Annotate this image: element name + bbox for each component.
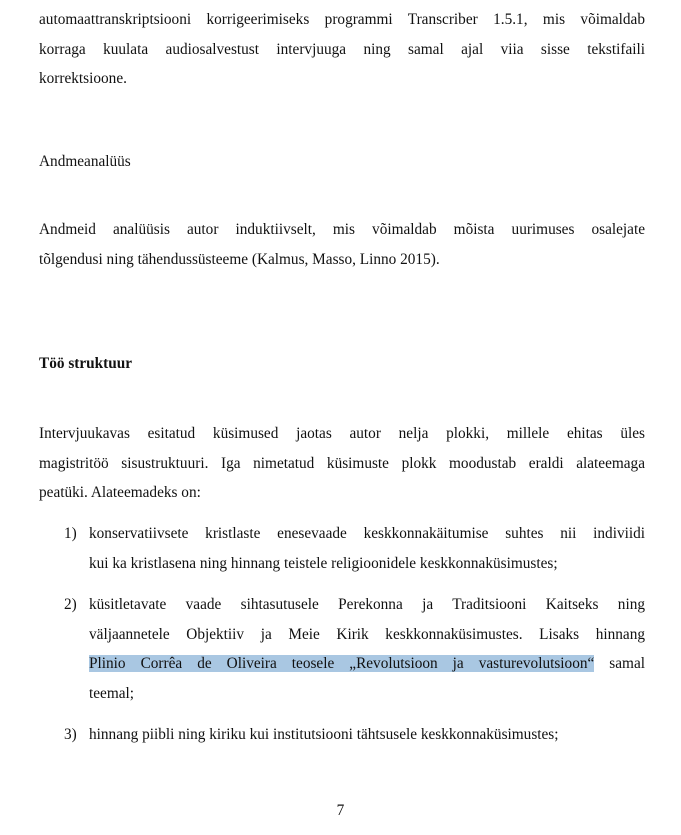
- list-number: 3): [64, 726, 77, 743]
- paragraph-line: automaattranskriptsiooni korrigeerimiseks programmi Transcriber 1.5.1, mis võimaldab: [39, 11, 645, 28]
- paragraph-line: Intervjuukavas esitatud küsimused jaotas autor nelja plokki, millele ehitas üles: [39, 425, 645, 442]
- list-line: hinnang piibli ning kiriku kui institutsiooni tähtsusele keskkonnaküsimustes;: [89, 726, 559, 743]
- paragraph-line: magistritöö sisustruktuuri. Iga nimetatud küsimuste plokk moodustab eraldi alateemaga: [39, 454, 645, 472]
- paragraph-line: korrektsioone.: [39, 70, 127, 87]
- paragraph-line: Andmeid analüüsis autor induktiivselt, mis võimaldab mõista uurimuses osalejate: [39, 221, 645, 238]
- list-line: konservatiivsete kristlaste enesevaade keskkonnakäitumise suhtes nii indiviidi: [89, 525, 645, 542]
- paragraph-structure: [39, 419, 645, 508]
- paragraph-line: korraga kuulata audiosalvestust intervjuuga ning samal ajal viia sisse tekstifaili: [39, 40, 645, 58]
- paragraph-intro: [39, 5, 645, 94]
- list-line: kui ka kristlasena ning hinnang teistele religioonidele keskkonnaküsimustes;: [89, 554, 558, 572]
- list-line-highlighted: [89, 649, 645, 679]
- section-heading-andmeanaluus: Andmeanalüüs: [39, 153, 131, 170]
- paragraph-analysis: [39, 215, 645, 274]
- section-heading-too-struktuur: Töö struktuur: [39, 355, 133, 372]
- list-item-body: [89, 519, 645, 578]
- list-line: teemal;: [89, 684, 135, 702]
- list-number: 1): [64, 525, 77, 542]
- page-number: 7: [336, 802, 345, 819]
- list-item-body: [89, 720, 645, 750]
- list-line: väljaannetele Objektiiv ja Meie Kirik keskkonnaküsimustes. Lisaks hinnang: [89, 625, 645, 643]
- list-number: 2): [64, 596, 77, 613]
- list-line: küsitletavate vaade sihtasutusele Perekonna ja Traditsiooni Kaitseks ning: [89, 596, 645, 613]
- paragraph-line: peatüki. Alateemadeks on:: [39, 484, 201, 501]
- paragraph-line: tõlgendusi ning tähendussüsteeme (Kalmus, Masso, Linno 2015).: [39, 250, 440, 268]
- text-selection-highlight[interactable]: Plinio Corrêa de Oliveira teosele „Revolutsioon ja vasturevolutsioon“: [89, 655, 595, 672]
- list-item-body: [89, 590, 645, 708]
- list-line-tail: samal: [594, 655, 645, 672]
